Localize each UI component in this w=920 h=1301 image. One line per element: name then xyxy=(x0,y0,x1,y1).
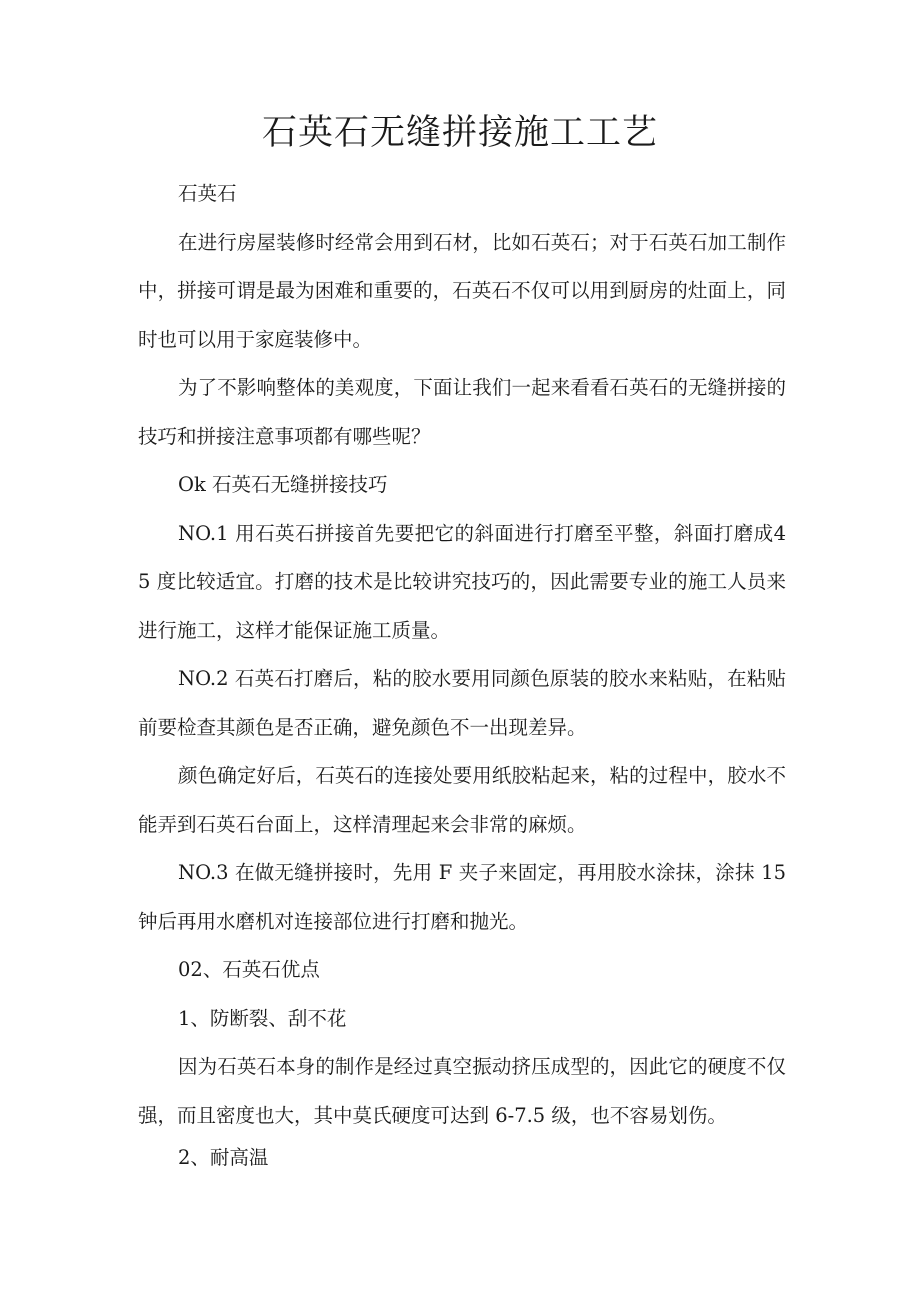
document-title: 石英石无缝拼接施工工艺 xyxy=(261,113,658,153)
document-body xyxy=(138,170,786,1176)
section-heading-advantages: 02、石英石优点 xyxy=(178,958,320,981)
list-item-advantage-2: 2、耐高温 xyxy=(178,1146,269,1169)
paragraph-intro: 在进行房屋装修时经常会用到石材，比如石英石；对于石英石加工制作中，拼接可谓是最为困难和重要的，石英石不仅可以用到厨房的灶面上，同时也可以用于家庭装修中。 xyxy=(138,230,786,351)
list-item-advantage-1: 1、防断裂、刮不花 xyxy=(178,1006,347,1030)
paragraph-tip-2: NO.2 石英石打磨后，粘的胶水要用同颜色原装的胶水来粘贴，在粘贴前要检查其颜色是否正确，避免颜色不一出现差异。 xyxy=(138,667,786,739)
paragraph-color-check: 颜色确定好后，石英石的连接处要用纸胶粘起来，粘的过程中，胶水不能弄到石英石台面上，这样清理起来会非常的麻烦。 xyxy=(138,764,786,836)
paragraph-heading-quartz: 石英石 xyxy=(178,182,237,205)
paragraph-tip-1: NO.1 用石英石拼接首先要把它的斜面进行打磨至平整，斜面打磨成45 度比较适宜。打磨的技术是比较讲究技巧的，因此需要专业的施工人员来进行施工，这样才能保证施工质量。 xyxy=(138,521,786,642)
paragraph-tip-3: NO.3 在做无缝拼接时，先用 F 夹子来固定，再用胶水涂抹，涂抹 15钟后再用水磨机对连接部位进行打磨和抛光。 xyxy=(138,861,786,933)
section-heading-tips: Ok 石英石无缝拼接技巧 xyxy=(178,473,388,496)
paragraph-advantage-1-detail: 因为石英石本身的制作是经过真空振动挤压成型的，因此它的硬度不仅强，而且密度也大，其中莫氏硬度可达到 6-7.5 级，也不容易划伤。 xyxy=(138,1055,786,1127)
paragraph-lead-in: 为了不影响整体的美观度，下面让我们一起来看看石英石的无缝拼接的技巧和拼接注意事项都有哪些呢？ xyxy=(138,376,786,448)
